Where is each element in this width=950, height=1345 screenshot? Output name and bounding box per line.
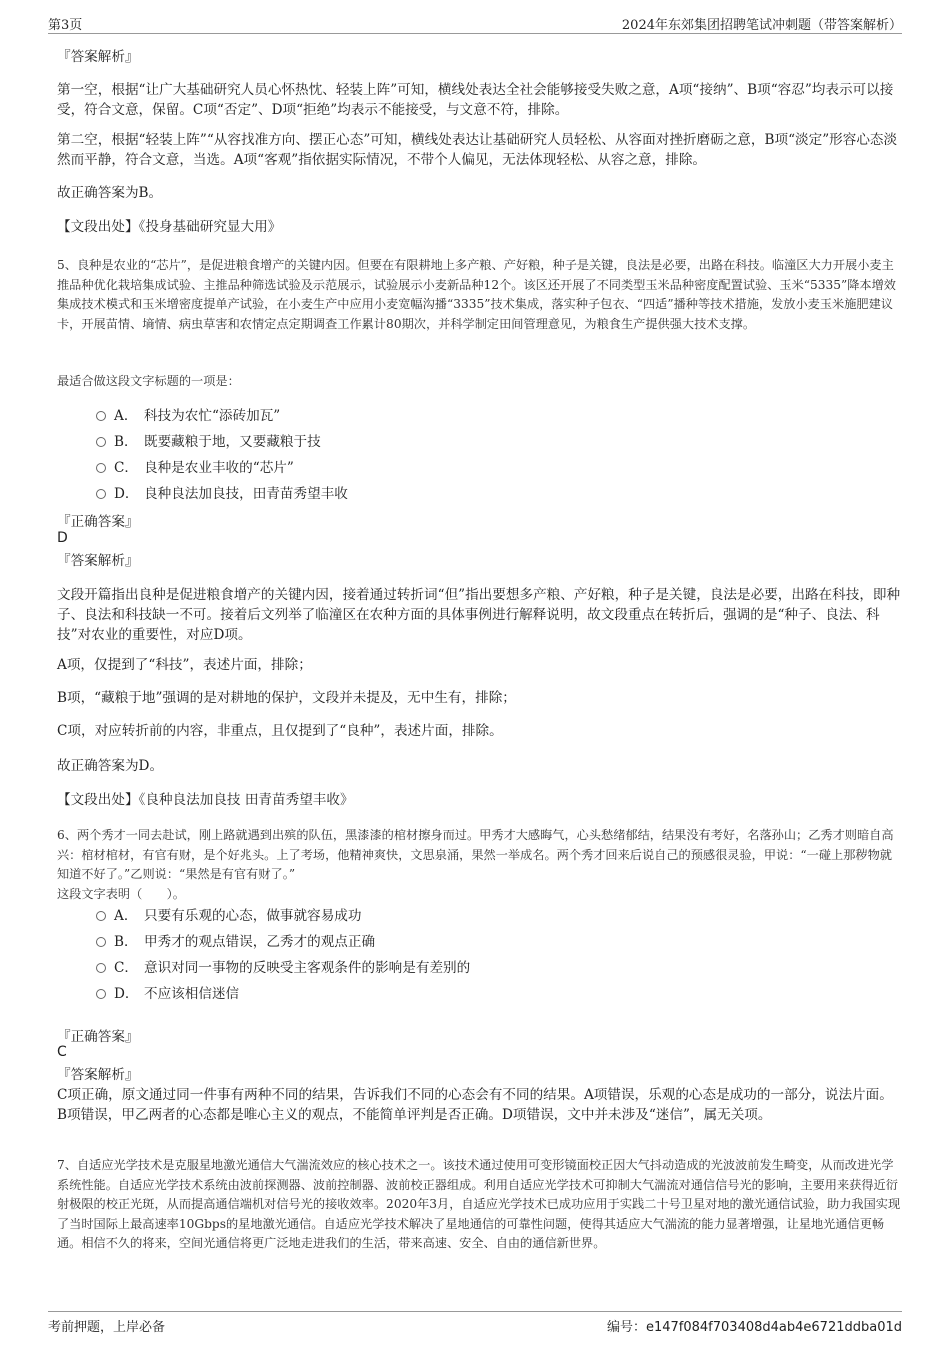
radio-button[interactable] [96, 963, 106, 973]
analysis-label: 『答案解析』 [57, 1067, 139, 1083]
option-letter: B． [114, 434, 138, 450]
analysis-label: 『答案解析』 [57, 553, 139, 569]
option-text: 甲秀才的观点错误，乙秀才的观点正确 [144, 934, 376, 950]
option-c[interactable] [96, 458, 294, 478]
option-b[interactable] [96, 432, 321, 452]
option-text: 不应该相信迷信 [144, 986, 240, 1002]
document-title: 2024年东郊集团招聘笔试冲刺题（带答案解析） [621, 18, 902, 33]
document-id: 编号：e147f084f703408d4ab4e6721ddba01d [606, 1320, 902, 1335]
source: 【文段出处】《投身基础研究显大用》 [57, 219, 282, 235]
option-d[interactable] [96, 984, 239, 1004]
analysis-paragraph: 文段开篇指出良种是促进粮食增产的关键内因，接着通过转折词“但”指出要想多产粮、产好粮，种子是关键，良法是必要，出路在科技，即种子、良法和科技缺一不可。接着后文列举了临潼区在农种方面的具体事例进行解释说明，故文段重点在转折后，强调的是“种子、良法、科技”对农业的重要性，对应D项。 [57, 587, 901, 643]
option-text: 良种良法加良技，田青苗秀望丰收 [144, 486, 348, 502]
radio-button[interactable] [96, 989, 106, 999]
analysis-label: 『答案解析』 [57, 49, 139, 65]
correct-answer: C [57, 1044, 67, 1060]
page-header [48, 14, 902, 34]
option-letter: A． [114, 908, 138, 924]
correct-answer: D [57, 530, 68, 546]
option-text: 意识对同一事物的反映受主客观条件的影响是有差别的 [144, 960, 471, 976]
option-letter: B． [114, 934, 138, 950]
option-letter: C． [114, 960, 138, 976]
correct-answer-label: 『正确答案』 [57, 1029, 139, 1045]
option-b[interactable] [96, 932, 375, 952]
correct-answer-label: 『正确答案』 [57, 514, 139, 530]
conclusion: 故正确答案为D。 [57, 758, 164, 774]
analysis-paragraph: 第二空，根据“轻装上阵”“从容找准方向、摆正心态”可知，横线处表达让基础研究人员轻松、从容面对挫折磨砺之意，B项“淡定”形容心态淡然而平静，符合文意，当选。A项“客观”指依据实际情况，不带个人偏见，无法体现轻松、从容之意，排除。 [57, 132, 898, 168]
option-text: 只要有乐观的心态，做事就容易成功 [144, 908, 362, 924]
analysis-paragraph: B项，“藏粮于地”强调的是对耕地的保护，文段并未提及，无中生有，排除； [57, 690, 516, 706]
option-text: 科技为农忙“添砖加瓦” [144, 408, 281, 424]
radio-button[interactable] [96, 489, 106, 499]
analysis-paragraph: A项，仅提到了“科技”，表述片面，排除； [57, 657, 312, 673]
conclusion: 故正确答案为B。 [57, 185, 163, 201]
question-prompt: 最适合做这段文字标题的一项是： [57, 374, 240, 388]
option-letter: D． [114, 986, 139, 1002]
page-footer [48, 1311, 902, 1333]
option-c[interactable] [96, 958, 470, 978]
radio-button[interactable] [96, 411, 106, 421]
question-text: 7、自适应光学技术是克服星地激光通信大气湍流效应的核心技术之一。该技术通过使用可变形镜面校正因大气抖动造成的光波波前发生畸变，从而改进光学系统性能。自适应光学技术系统由波前探测器、波前控制器、波前校正器组成。利用自适应光学技术可抑制大气湍流对通信信号光的影响，主要用来获得近衍射极限的校正光斑，从而提高通信端机对信号光的接收效率。2020年3月，自适应光学技术已成功应用于实践二十号卫星对地的激光通信试验，助力我国实现了当时国际上最高速率10Gbps的星地激光通信。自适应光学技术解决了星地通信的可靠性问题，使得其适应大气湍流的能力显著增强，让星地光通信更畅通。相信不久的将来，空间光通信将更广泛地走进我们的生活，带来高速、安全、自由的通信新世界。 [57, 1158, 901, 1250]
analysis-paragraph: C项，对应转折前的内容，非重点，且仅提到了“良种”，表述片面，排除。 [57, 723, 503, 739]
page-number: 第3页 [48, 18, 83, 33]
option-d[interactable] [96, 484, 348, 504]
radio-button[interactable] [96, 911, 106, 921]
option-a[interactable] [96, 906, 362, 926]
question-text: 6、两个秀才一同去赴试，刚上路就遇到出殡的队伍，黑漆漆的棺材擦身而过。甲秀才大感晦气，心头愁绪郁结，结果没有考好，名落孙山；乙秀才则暗自高兴：棺材棺材，有官有财，是个好兆头。上了考场，他精神爽快，文思泉涌，果然一举成名。两个秀才回来后说自己的预感很灵验，甲说：“一碰上那秽物就知道不好了。”乙则说：“果然是有官有财了。” [57, 828, 894, 881]
option-text: 良种是农业丰收的“芯片” [144, 460, 294, 476]
footer-slogan: 考前押题，上岸必备 [48, 1320, 166, 1335]
source: 【文段出处】《良种良法加良技 田青苗秀望丰收》 [57, 792, 354, 808]
analysis-paragraph: C项正确，原文通过同一件事有两种不同的结果，告诉我们不同的心态会有不同的结果。A项错误，乐观的心态是成功的一部分，说法片面。B项错误，甲乙两者的心态都是唯心主义的观点，不能简单评判是否正确。D项错误，文中并未涉及“迷信”，属无关项。 [57, 1087, 893, 1123]
radio-button[interactable] [96, 937, 106, 947]
option-letter: A． [114, 408, 138, 424]
question-text: 5、良种是农业的“芯片”，是促进粮食增产的关键内因。但要在有限耕地上多产粮、产好粮，种子是关键，良法是必要，出路在科技。临潼区大力开展小麦主推品种优化栽培集成试验、主推品种筛选试验及示范展示，试验展示小麦新品种12个。该区还开展了不同类型玉米品种密度配置试验、玉米“5335”降本增效集成技术模式和玉米增密度提单产试验，在小麦生产中应用小麦宽幅沟播“3335”技术集成，落实种子包衣、“四适”播种等技术措施，发放小麦玉米施肥建议卡，开展苗情、墒情、病虫草害和农情定点定期调查工作累计80期次，并科学制定田间管理意见，为粮食生产提供强大技术支撑。 [57, 258, 896, 331]
analysis-paragraph: 第一空，根据“让广大基础研究人员心怀热忱、轻装上阵”可知，横线处表达全社会能够接受失败之意，A项“接纳”、B项“容忍”均表示可以接受，符合文意，保留。C项“否定”、D项“拒绝”均表示不能接受，与文意不符，排除。 [57, 82, 894, 118]
question-prompt: 这段文字表明（ ）。 [57, 887, 185, 901]
radio-button[interactable] [96, 463, 106, 473]
option-letter: D． [114, 486, 139, 502]
option-text: 既要藏粮于地，又要藏粮于技 [144, 434, 321, 450]
option-letter: C． [114, 460, 138, 476]
radio-button[interactable] [96, 437, 106, 447]
option-a[interactable] [96, 406, 280, 426]
